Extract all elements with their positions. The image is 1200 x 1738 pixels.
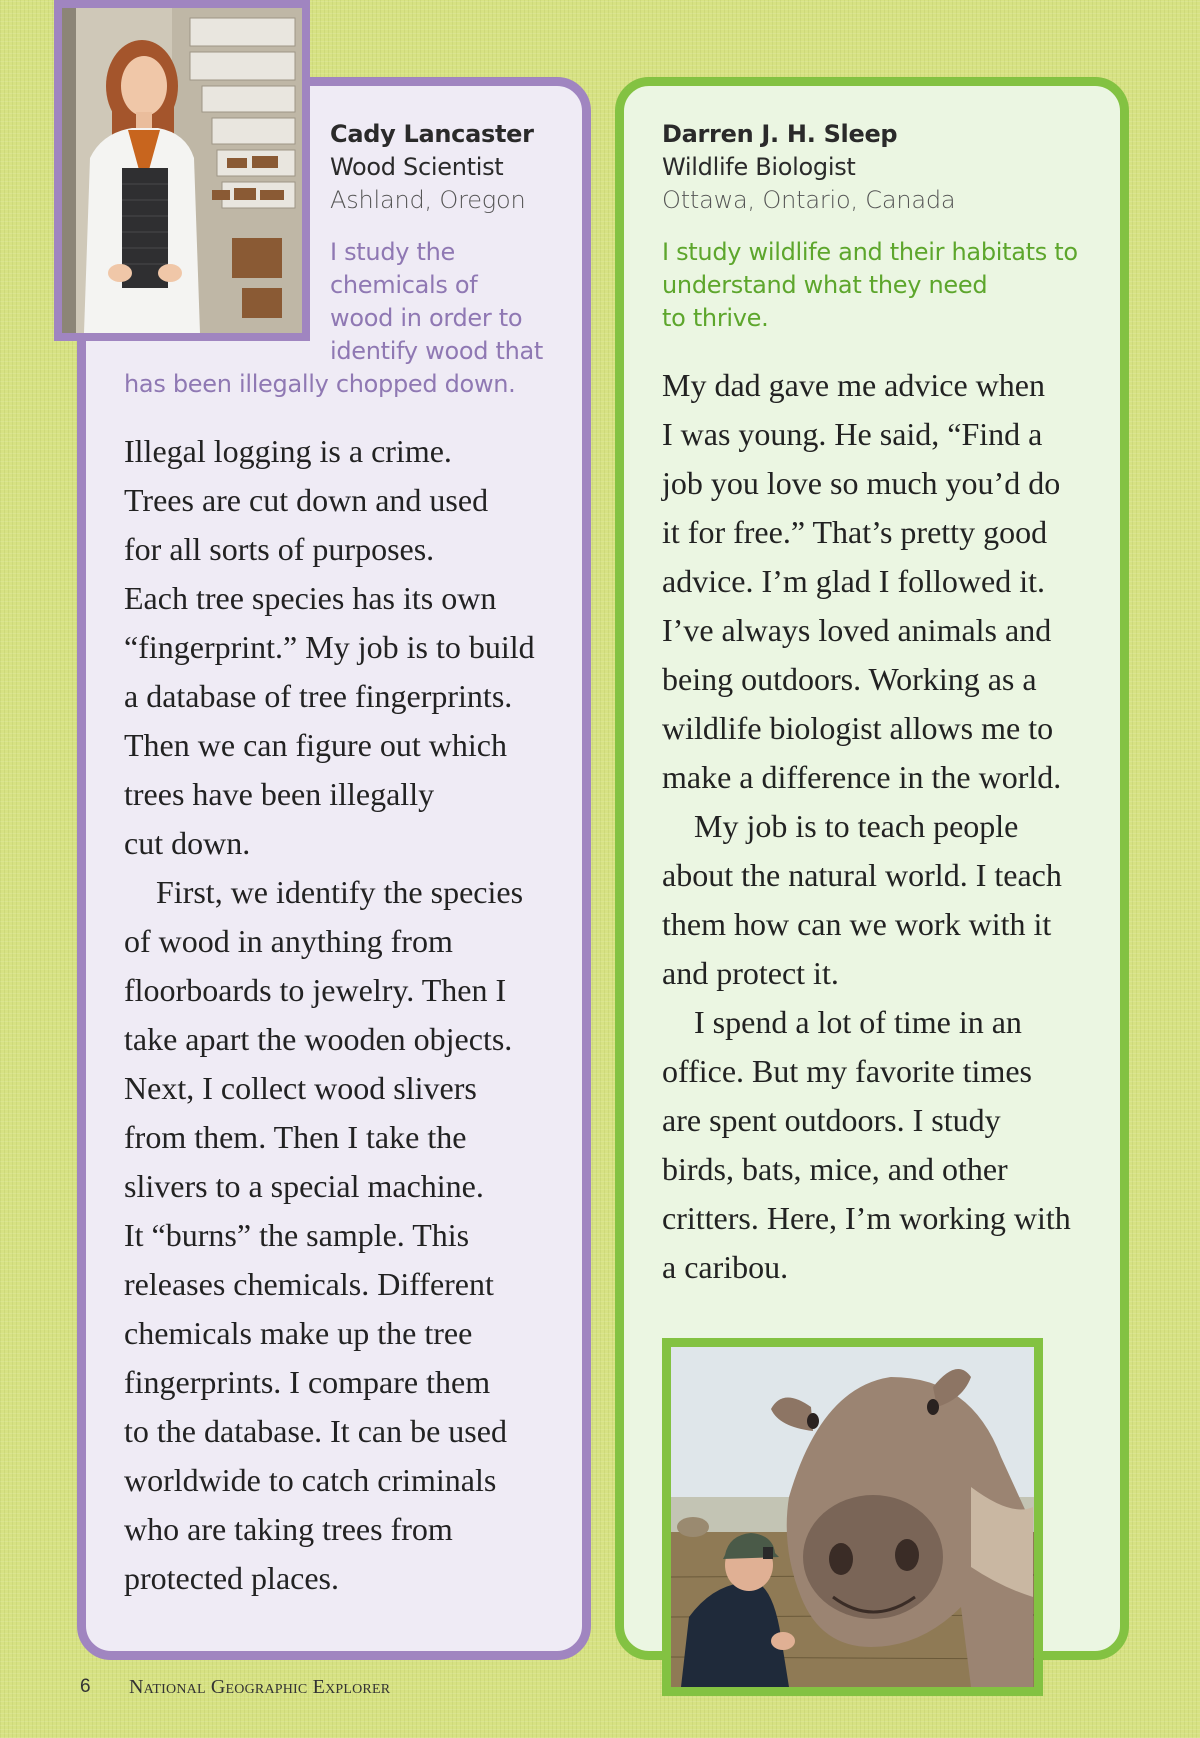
- body-line: are spent outdoors. I study: [662, 1102, 1001, 1138]
- body-line: job you love so much you’d do: [662, 465, 1061, 501]
- body-line: Next, I collect wood slivers: [124, 1070, 477, 1106]
- body-line: Illegal logging is a crime.: [124, 433, 452, 469]
- body-line: of wood in anything from: [124, 923, 453, 959]
- body-line: I was young. He said, “Find a: [662, 416, 1043, 452]
- body-line: chemicals make up the tree: [124, 1315, 473, 1351]
- body-line: slivers to a special machine.: [124, 1168, 484, 1204]
- body-line: trees have been illegally: [124, 776, 435, 812]
- body-line: fingerprints. I compare them: [124, 1364, 491, 1400]
- body-line: make a difference in the world.: [662, 759, 1062, 795]
- body-line: office. But my favorite times: [662, 1053, 1032, 1089]
- body-line: Each tree species has its own: [124, 580, 497, 616]
- body-line: worldwide to catch criminals: [124, 1462, 497, 1498]
- summary-line: identify wood that: [330, 337, 544, 365]
- body-line: to the database. It can be used: [124, 1413, 507, 1449]
- body-line: wildlife biologist allows me to: [662, 710, 1054, 746]
- biologist-name: Darren J. H. Sleep: [662, 120, 898, 148]
- darren-sleep-caribou-photo: [662, 1338, 1043, 1696]
- body-line: It “burns” the sample. This: [124, 1217, 470, 1253]
- scientist-location: Ashland, Oregon: [330, 186, 526, 214]
- body-line: I spend a lot of time in an: [694, 1004, 1022, 1040]
- body-line: from them. Then I take the: [124, 1119, 467, 1155]
- summary-line: I study the: [330, 238, 455, 266]
- biologist-role: Wildlife Biologist: [662, 153, 856, 181]
- body-line: a caribou.: [662, 1249, 789, 1285]
- body-line: them how can we work with it: [662, 906, 1052, 942]
- body-line: who are taking trees from: [124, 1511, 453, 1547]
- summary-line: understand what they need: [662, 271, 988, 299]
- body-line: Trees are cut down and used: [124, 482, 489, 518]
- body-line: floorboards to jewelry. Then I: [124, 972, 507, 1008]
- summary-line: to thrive.: [662, 304, 769, 332]
- summary-line: has been illegally chopped down.: [124, 370, 516, 398]
- body-line: about the natural world. I teach: [662, 857, 1062, 893]
- body-line: I’ve always loved animals and: [662, 612, 1052, 648]
- body-line: being outdoors. Working as a: [662, 661, 1037, 697]
- cady-lancaster-photo: [54, 0, 310, 341]
- summary-line: I study wildlife and their habitats to: [662, 238, 1078, 266]
- summary-line: chemicals of: [330, 271, 478, 299]
- body-line: My job is to teach people: [694, 808, 1019, 844]
- body-line: advice. I’m glad I followed it.: [662, 563, 1045, 599]
- body-line: critters. Here, I’m working with: [662, 1200, 1071, 1236]
- body-line: Then we can figure out which: [124, 727, 507, 763]
- biologist-location: Ottawa, Ontario, Canada: [662, 186, 956, 214]
- body-line: take apart the wooden objects.: [124, 1021, 513, 1057]
- body-line: First, we identify the species: [156, 874, 524, 910]
- body-line: for all sorts of purposes.: [124, 531, 435, 567]
- body-line: and protect it.: [662, 955, 839, 991]
- page-number: 6: [80, 1676, 91, 1697]
- body-line: My dad gave me advice when: [662, 367, 1045, 403]
- scientist-role: Wood Scientist: [330, 153, 504, 181]
- body-line: cut down.: [124, 825, 251, 861]
- body-line: protected places.: [124, 1560, 339, 1596]
- publication-title: National Geographic Explorer: [129, 1676, 391, 1698]
- body-line: “fingerprint.” My job is to build: [124, 629, 535, 665]
- body-line: birds, bats, mice, and other: [662, 1151, 1008, 1187]
- scientist-name: Cady Lancaster: [330, 120, 534, 148]
- summary-line: wood in order to: [330, 304, 523, 332]
- body-line: a database of tree fingerprints.: [124, 678, 513, 714]
- body-line: releases chemicals. Different: [124, 1266, 494, 1302]
- body-line: it for free.” That’s pretty good: [662, 514, 1048, 550]
